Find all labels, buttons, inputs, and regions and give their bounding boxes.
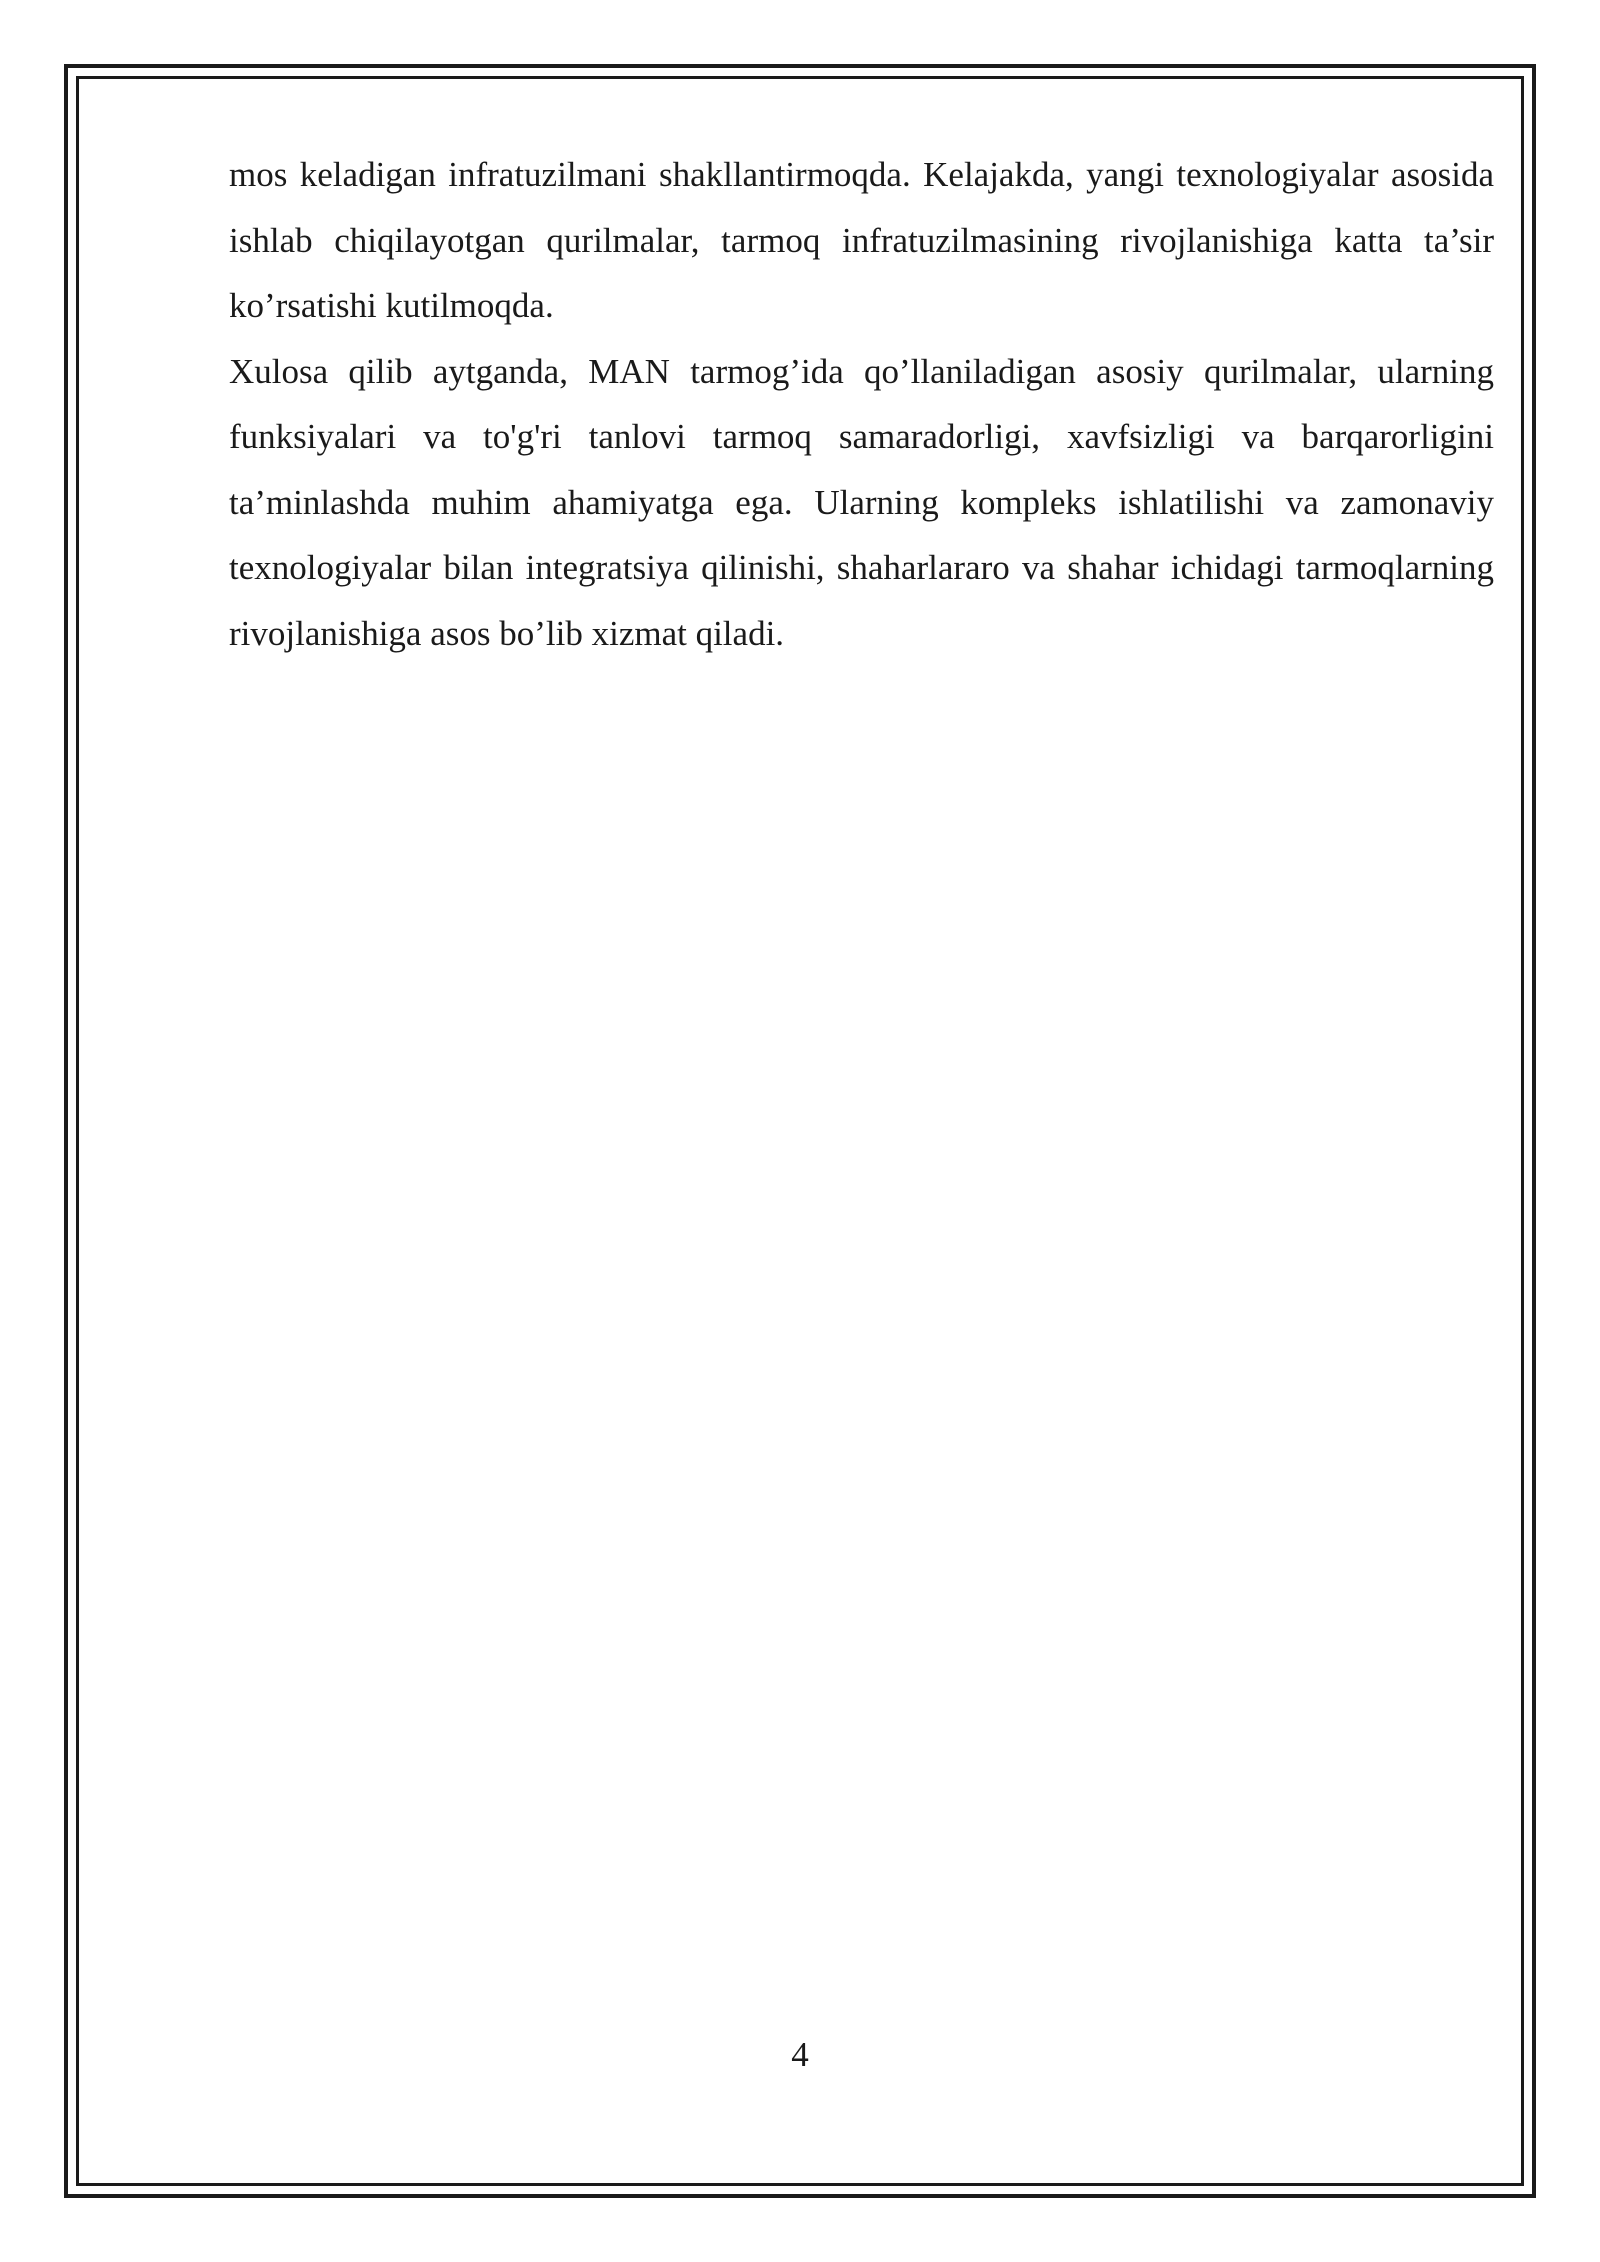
paragraph-2: Xulosa qilib aytganda, MAN tarmog’ida qo’llaniladigan asosiy qurilmalar, ularning funksiyalari va to'g'ri tanlovi tarmoq samaradorligi, xavfsizligi va barqarorligini ta’minlashda muhim ahamiyatga ega. Ularning kompleks ishlatilishi va zamonaviy texnologiyalar bilan integratsiya qilinishi, shaharlararo va shahar ichidagi tarmoqlarning rivojlanishiga asos bo’lib xizmat qiladi. xyxy=(229,351,1494,653)
paragraph-1: mos keladigan infratuzilmani shakllantirmoqda. Kelajakda, yangi texnologiyalar asosida ishlab chiqilayotgan qurilmalar, tarmoq infratuzilmasining rivojlanishiga katta ta’sir ko’rsatishi kutilmoqda. xyxy=(229,155,1494,325)
page-number: 4 xyxy=(791,2035,809,2074)
body-text xyxy=(229,142,1494,666)
